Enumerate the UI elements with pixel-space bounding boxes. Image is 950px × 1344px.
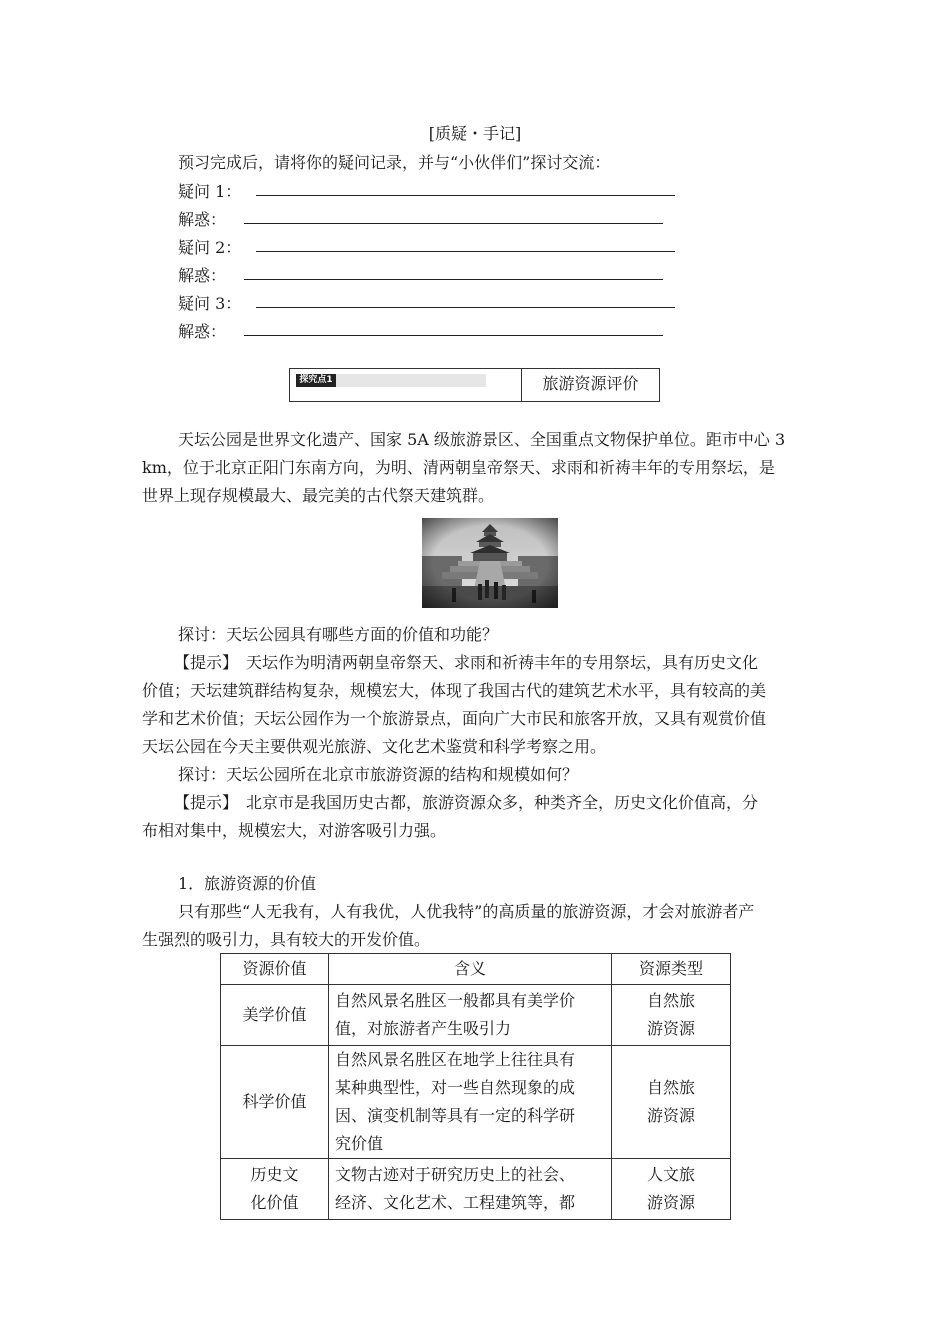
table-cell-meaning — [329, 1159, 612, 1220]
explore-point-title: 旅游资源评价 — [542, 374, 639, 393]
temple-photo-graphic — [422, 518, 558, 608]
meaning-line: 自然风景名胜区在地学上往往具有 — [335, 1050, 576, 1069]
table-row — [221, 1046, 731, 1159]
hint-line: 【提示】 北京市是我国历史古都，旅游资源众多，种类齐全，历史文化价值高，分 — [174, 793, 759, 812]
table-header: 资源价值 — [221, 954, 329, 985]
meaning-line: 自然风景名胜区一般都具有美学价 — [335, 991, 576, 1010]
discussion-question-1: 探讨：天坛公园具有哪些方面的价值和功能？ — [178, 625, 499, 644]
question-1-line[interactable] — [256, 195, 675, 196]
explore-point-badge: 探究点1 — [296, 374, 336, 387]
table-cell-type — [612, 1046, 731, 1159]
type-line: 游资源 — [646, 1193, 695, 1212]
meaning-line: 究价值 — [335, 1134, 384, 1153]
table-cell-type — [612, 1159, 731, 1220]
section-body-line: 生强烈的吸引力，具有较大的开发价值。 — [142, 930, 431, 949]
table-header-row — [221, 954, 731, 985]
section-block — [142, 870, 808, 954]
answer-3-label: 解惑： — [178, 322, 227, 341]
answer-2-line[interactable] — [244, 279, 663, 280]
hint-line: 价值；天坛建筑群结构复杂，规模宏大，体现了我国古代的建筑艺术水平，具有较高的美 — [142, 681, 767, 700]
type-line: 自然旅 — [646, 1078, 695, 1097]
question-3-label: 疑问 3： — [178, 294, 242, 313]
table-cell-value: 科学价值 — [221, 1046, 329, 1159]
meaning-line: 文物古迹对于研究历史上的社会、 — [335, 1165, 576, 1184]
table-header: 资源类型 — [612, 954, 731, 985]
table-cell-value: 美学价值 — [221, 985, 329, 1046]
hint-line: 学和艺术价值；天坛公园作为一个旅游景点，面向广大市民和旅客开放，又具有观赏价值 — [142, 709, 767, 728]
meaning-line: 经济、文化艺术、工程建筑等，都 — [335, 1193, 576, 1212]
passage-line: km，位于北京正阳门东南方向，为明、清两朝皇帝祭天、求雨和祈祷丰年的专用祭坛，是 — [142, 458, 775, 477]
meaning-line: 因、演变机制等具有一定的科学研 — [335, 1106, 576, 1125]
question-3-line[interactable] — [256, 307, 675, 308]
meaning-line: 某种典型性，对一些自然现象的成 — [335, 1078, 576, 1097]
answer-1-label: 解惑： — [178, 210, 227, 229]
explore-point-bar — [296, 374, 486, 387]
table-row — [221, 985, 731, 1046]
question-2-label: 疑问 2： — [178, 238, 242, 257]
section-heading: 1．旅游资源的价值 — [178, 874, 317, 893]
type-line: 游资源 — [646, 1019, 695, 1038]
answer-1-line[interactable] — [244, 223, 663, 224]
discussion-question-2: 探讨：天坛公园所在北京市旅游资源的结构和规模如何？ — [178, 765, 579, 784]
temple-of-heaven-photo — [422, 518, 558, 608]
type-line: 自然旅 — [646, 991, 695, 1010]
answer-2-label: 解惑： — [178, 266, 227, 285]
notes-intro: 预习完成后，请将你的疑问记录，并与“小伙伴们”探讨交流： — [178, 153, 611, 172]
passage-line: 世界上现存规模最大、最完美的古代祭天建筑群。 — [142, 486, 495, 505]
hint-line: 布相对集中，规模宏大，对游客吸引力强。 — [142, 821, 447, 840]
type-line: 游资源 — [646, 1106, 695, 1125]
notes-title: [质疑・手记] — [428, 124, 522, 143]
hint-line: 天坛公园在今天主要供观光旅游、文化艺术鉴赏和科学考察之用。 — [142, 737, 607, 756]
explore-point-header — [289, 368, 660, 402]
table-row — [221, 1159, 731, 1220]
table-cell-meaning — [329, 985, 612, 1046]
meaning-line: 值，对旅游者产生吸引力 — [335, 1019, 512, 1038]
question-2-line[interactable] — [256, 251, 675, 252]
type-line: 人文旅 — [646, 1165, 695, 1184]
answer-3-line[interactable] — [244, 335, 663, 336]
table-header: 含义 — [329, 954, 612, 985]
question-1-label: 疑问 1： — [178, 182, 242, 201]
hint-line: 【提示】 天坛作为明清两朝皇帝祭天、求雨和祈祷丰年的专用祭坛，具有历史文化 — [174, 653, 759, 672]
value-line: 历史文 — [250, 1165, 299, 1184]
table-cell-value — [221, 1159, 329, 1220]
table-cell-type — [612, 985, 731, 1046]
resource-value-table — [220, 953, 731, 1220]
section-body-line: 只有那些“人无我有，人有我优，人优我特”的高质量的旅游资源，才会对旅游者产 — [178, 902, 755, 921]
qa-block — [142, 621, 808, 845]
passage-line: 天坛公园是世界文化遗产、国家 5A 级旅游景区、全国重点文物保护单位。距市中心 3 — [178, 430, 786, 449]
value-line: 化价值 — [250, 1193, 299, 1212]
table-cell-meaning — [329, 1046, 612, 1159]
passage — [142, 426, 808, 510]
